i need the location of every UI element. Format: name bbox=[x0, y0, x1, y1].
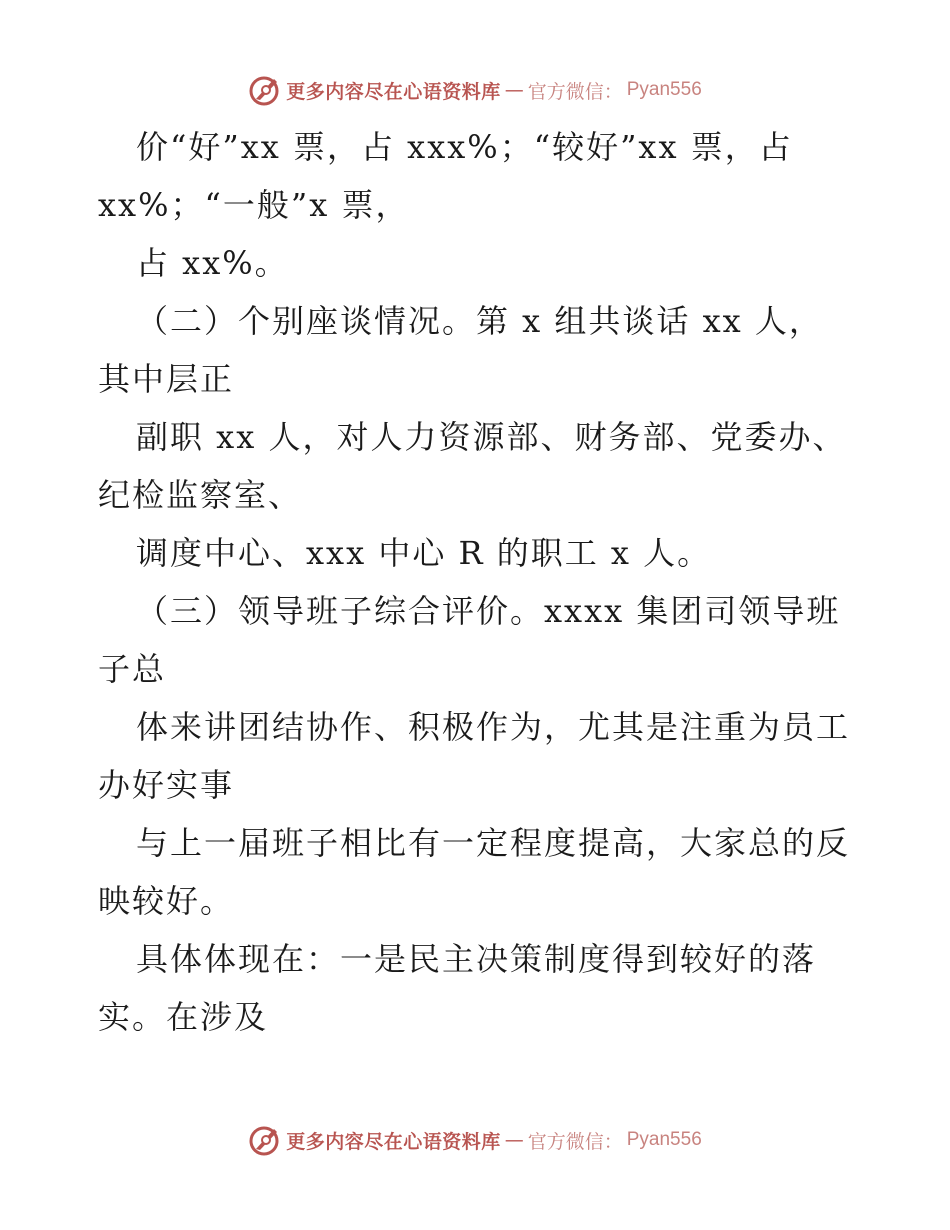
quill-logo-icon bbox=[248, 73, 282, 107]
text-line: 实。在涉及 bbox=[98, 998, 269, 1036]
text-line: 副职 xx 人，对人力资源部、财务部、党委办、 bbox=[136, 418, 847, 456]
banner-site-text: 更多内容尽在心语资料库 bbox=[286, 1130, 501, 1153]
text-line: 映较好。 bbox=[98, 882, 235, 920]
text-line: （二）个别座谈情况。第 x 组共谈话 xx 人， bbox=[136, 302, 823, 340]
text-line: 具体体现在：一是民主决策制度得到较好的落 bbox=[136, 940, 817, 978]
quill-logo-icon bbox=[248, 1123, 282, 1157]
banner-dash: — bbox=[504, 79, 524, 101]
text-line: 其中层正 bbox=[98, 360, 235, 398]
text-line: 体来讲团结协作、积极作为，尤其是注重为员工 bbox=[136, 708, 851, 746]
document-body bbox=[98, 118, 858, 1046]
text-line: （三）领导班子综合评价。xxxx 集团司领导班 bbox=[136, 592, 841, 630]
page-footer-banner bbox=[0, 1120, 950, 1160]
text-line: 纪检监察室、 bbox=[98, 476, 303, 514]
text-line: 价“好”xx 票，占 xxx%；“较好”xx 票，占 bbox=[136, 128, 793, 166]
banner-wechat-id: Pyan556 bbox=[626, 79, 702, 100]
banner-wechat-label: 官方微信： bbox=[527, 80, 623, 103]
text-line: 调度中心、xxx 中心 R 的职工 x 人。 bbox=[136, 534, 712, 572]
text-line: 与上一届班子相比有一定程度提高，大家总的反 bbox=[136, 824, 851, 862]
text-line: xx%；“一般”x 票， bbox=[98, 186, 410, 224]
text-line: 子总 bbox=[98, 650, 167, 688]
banner-wechat-label: 官方微信： bbox=[527, 1130, 623, 1153]
text-line: 占 xx%。 bbox=[136, 244, 289, 282]
banner-wechat-id: Pyan556 bbox=[626, 1129, 702, 1150]
banner-dash: — bbox=[504, 1129, 524, 1151]
banner-site-text: 更多内容尽在心语资料库 bbox=[286, 80, 501, 103]
page-header-banner bbox=[0, 70, 950, 110]
text-line: 办好实事 bbox=[98, 766, 235, 804]
